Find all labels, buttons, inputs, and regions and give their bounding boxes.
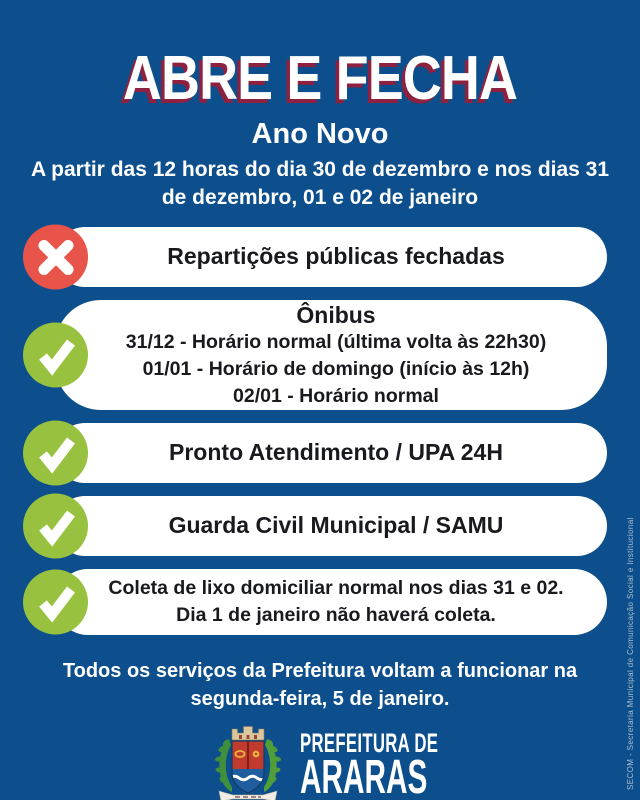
- check-icon: [35, 505, 77, 547]
- check-icon: [35, 581, 77, 623]
- card-reparticoes: [55, 227, 607, 287]
- footer-note: Todos os serviços da Prefeitura voltam a funcionar na segunda-feira, 5 de janeiro.: [62, 660, 578, 711]
- logo-line-prefeitura: PREFEITURA DE: [299, 728, 438, 759]
- logo-line-araras: ARARAS: [299, 751, 427, 800]
- secom-credit-text: SECOM - Secretaria Municipal de Comunicação Social e Institucional: [626, 517, 635, 790]
- status-card-list: [55, 227, 607, 635]
- card-coleta-lixo: [55, 569, 607, 635]
- card-pronto-atendimento: [55, 423, 607, 483]
- card-guarda-samu: [55, 496, 607, 556]
- card-heading: Ônibus: [296, 301, 376, 328]
- check-circle-icon: [23, 494, 88, 559]
- intro-text: A partir das 12 horas do dia 30 de dezembro e nos dias 31 de dezembro, 01 e 02 de janeiro: [30, 158, 610, 210]
- araras-coat-of-arms-icon: [208, 723, 288, 800]
- check-icon: [35, 334, 77, 376]
- card-onibus: [55, 300, 607, 410]
- card-text: Pronto Atendimento / UPA 24H: [169, 439, 503, 466]
- logo-wordmark: [299, 728, 438, 800]
- poster-subtitle: Ano Novo: [251, 118, 389, 150]
- check-icon: [35, 432, 77, 474]
- city-hall-logo: [0, 723, 640, 800]
- card-text: 02/01 - Horário normal: [233, 385, 439, 408]
- check-circle-icon: [23, 421, 88, 486]
- card-text: Repartições públicas fechadas: [167, 243, 505, 270]
- card-text: Coleta de lixo domiciliar normal nos dias 31 e 02.: [108, 577, 564, 600]
- card-text: 31/12 - Horário normal (última volta às 22h30): [125, 331, 547, 354]
- x-icon: [36, 237, 76, 277]
- check-circle-icon: [23, 323, 88, 388]
- check-circle-icon: [23, 570, 88, 635]
- card-text: Guarda Civil Municipal / SAMU: [168, 512, 504, 539]
- x-circle-icon: [23, 225, 88, 290]
- card-text: Dia 1 de janeiro não haverá coleta.: [176, 604, 496, 627]
- page-title: ABRE E FECHA: [122, 44, 518, 113]
- card-text: 01/01 - Horário de domingo (início às 12h): [142, 358, 530, 381]
